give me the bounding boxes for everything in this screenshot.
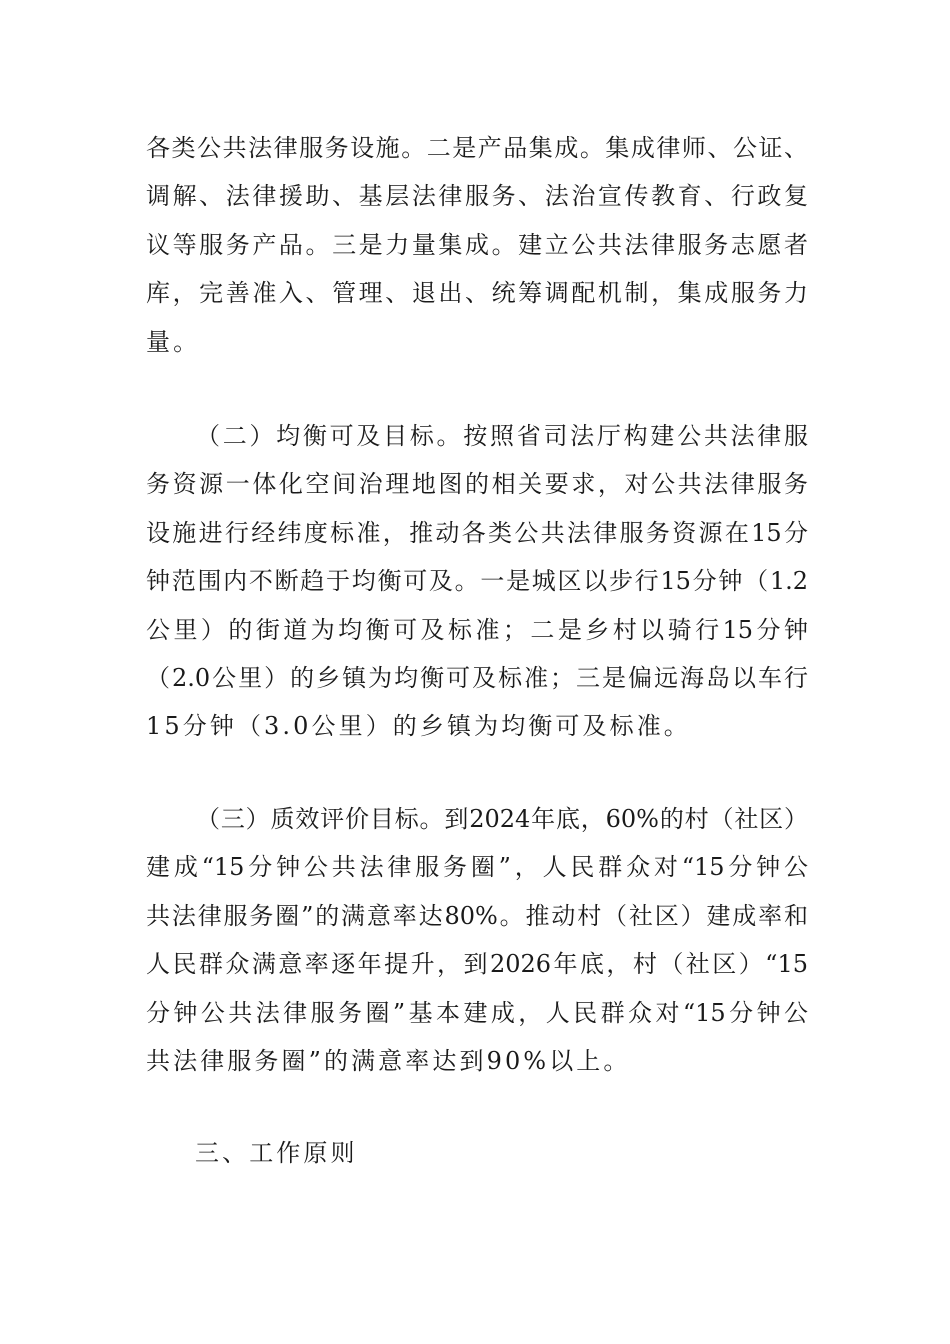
text-line: 议等服务产品。三是力量集成。建立公共法律服务志愿者 xyxy=(146,230,808,259)
text-line: 分钟公共法律服务圈”基本建成，人民群众对“15分钟公 xyxy=(146,998,808,1027)
text-line: （2.0公里）的乡镇为均衡可及标准；三是偏远海岛以车行 xyxy=(146,663,808,692)
text-line: 调解、法律援助、基层法律服务、法治宣传教育、行政复 xyxy=(146,182,808,211)
text-line: 人民群众满意率逐年提升，到2026年底，村（社区）“15 xyxy=(146,950,808,979)
paragraph-service-integration xyxy=(146,124,808,366)
text-line: 务资源一体化空间治理地图的相关要求，对公共法律服务 xyxy=(146,470,808,499)
paragraph-quality-evaluation-goal xyxy=(146,795,808,1085)
text-line: 量。 xyxy=(146,327,201,356)
text-line: （二）均衡可及目标。按照省司法厅构建公共法律服 xyxy=(196,422,808,450)
text-line: 共法律服务圈”的满意率达80%。推动村（社区）建成率和 xyxy=(146,901,808,930)
text-line: 共法律服务圈”的满意率达到90%以上。 xyxy=(146,1046,631,1075)
section-heading: 三、工作原则 xyxy=(195,1139,358,1167)
text-line: 钟范围内不断趋于均衡可及。一是城区以步行15分钟（1.2 xyxy=(146,567,808,596)
text-line: 库，完善准入、管理、退出、统筹调配机制，集成服务力 xyxy=(146,279,808,308)
text-line: 各类公共法律服务设施。二是产品集成。集成律师、公证、 xyxy=(146,134,808,162)
paragraph-balanced-access-goal xyxy=(146,412,808,751)
text-line: 设施进行经纬度标准，推动各类公共法律服务资源在15分 xyxy=(146,518,808,547)
text-line: 15分钟（3.0公里）的乡镇为均衡可及标准。 xyxy=(146,712,691,741)
text-line: （三）质效评价目标。到2024年底，60%的村（社区） xyxy=(196,805,808,833)
text-line: 建成“15分钟公共法律服务圈”，人民群众对“15分钟公 xyxy=(146,853,808,882)
text-line: 公里）的街道为均衡可及标准；二是乡村以骑行15分钟 xyxy=(146,615,808,644)
